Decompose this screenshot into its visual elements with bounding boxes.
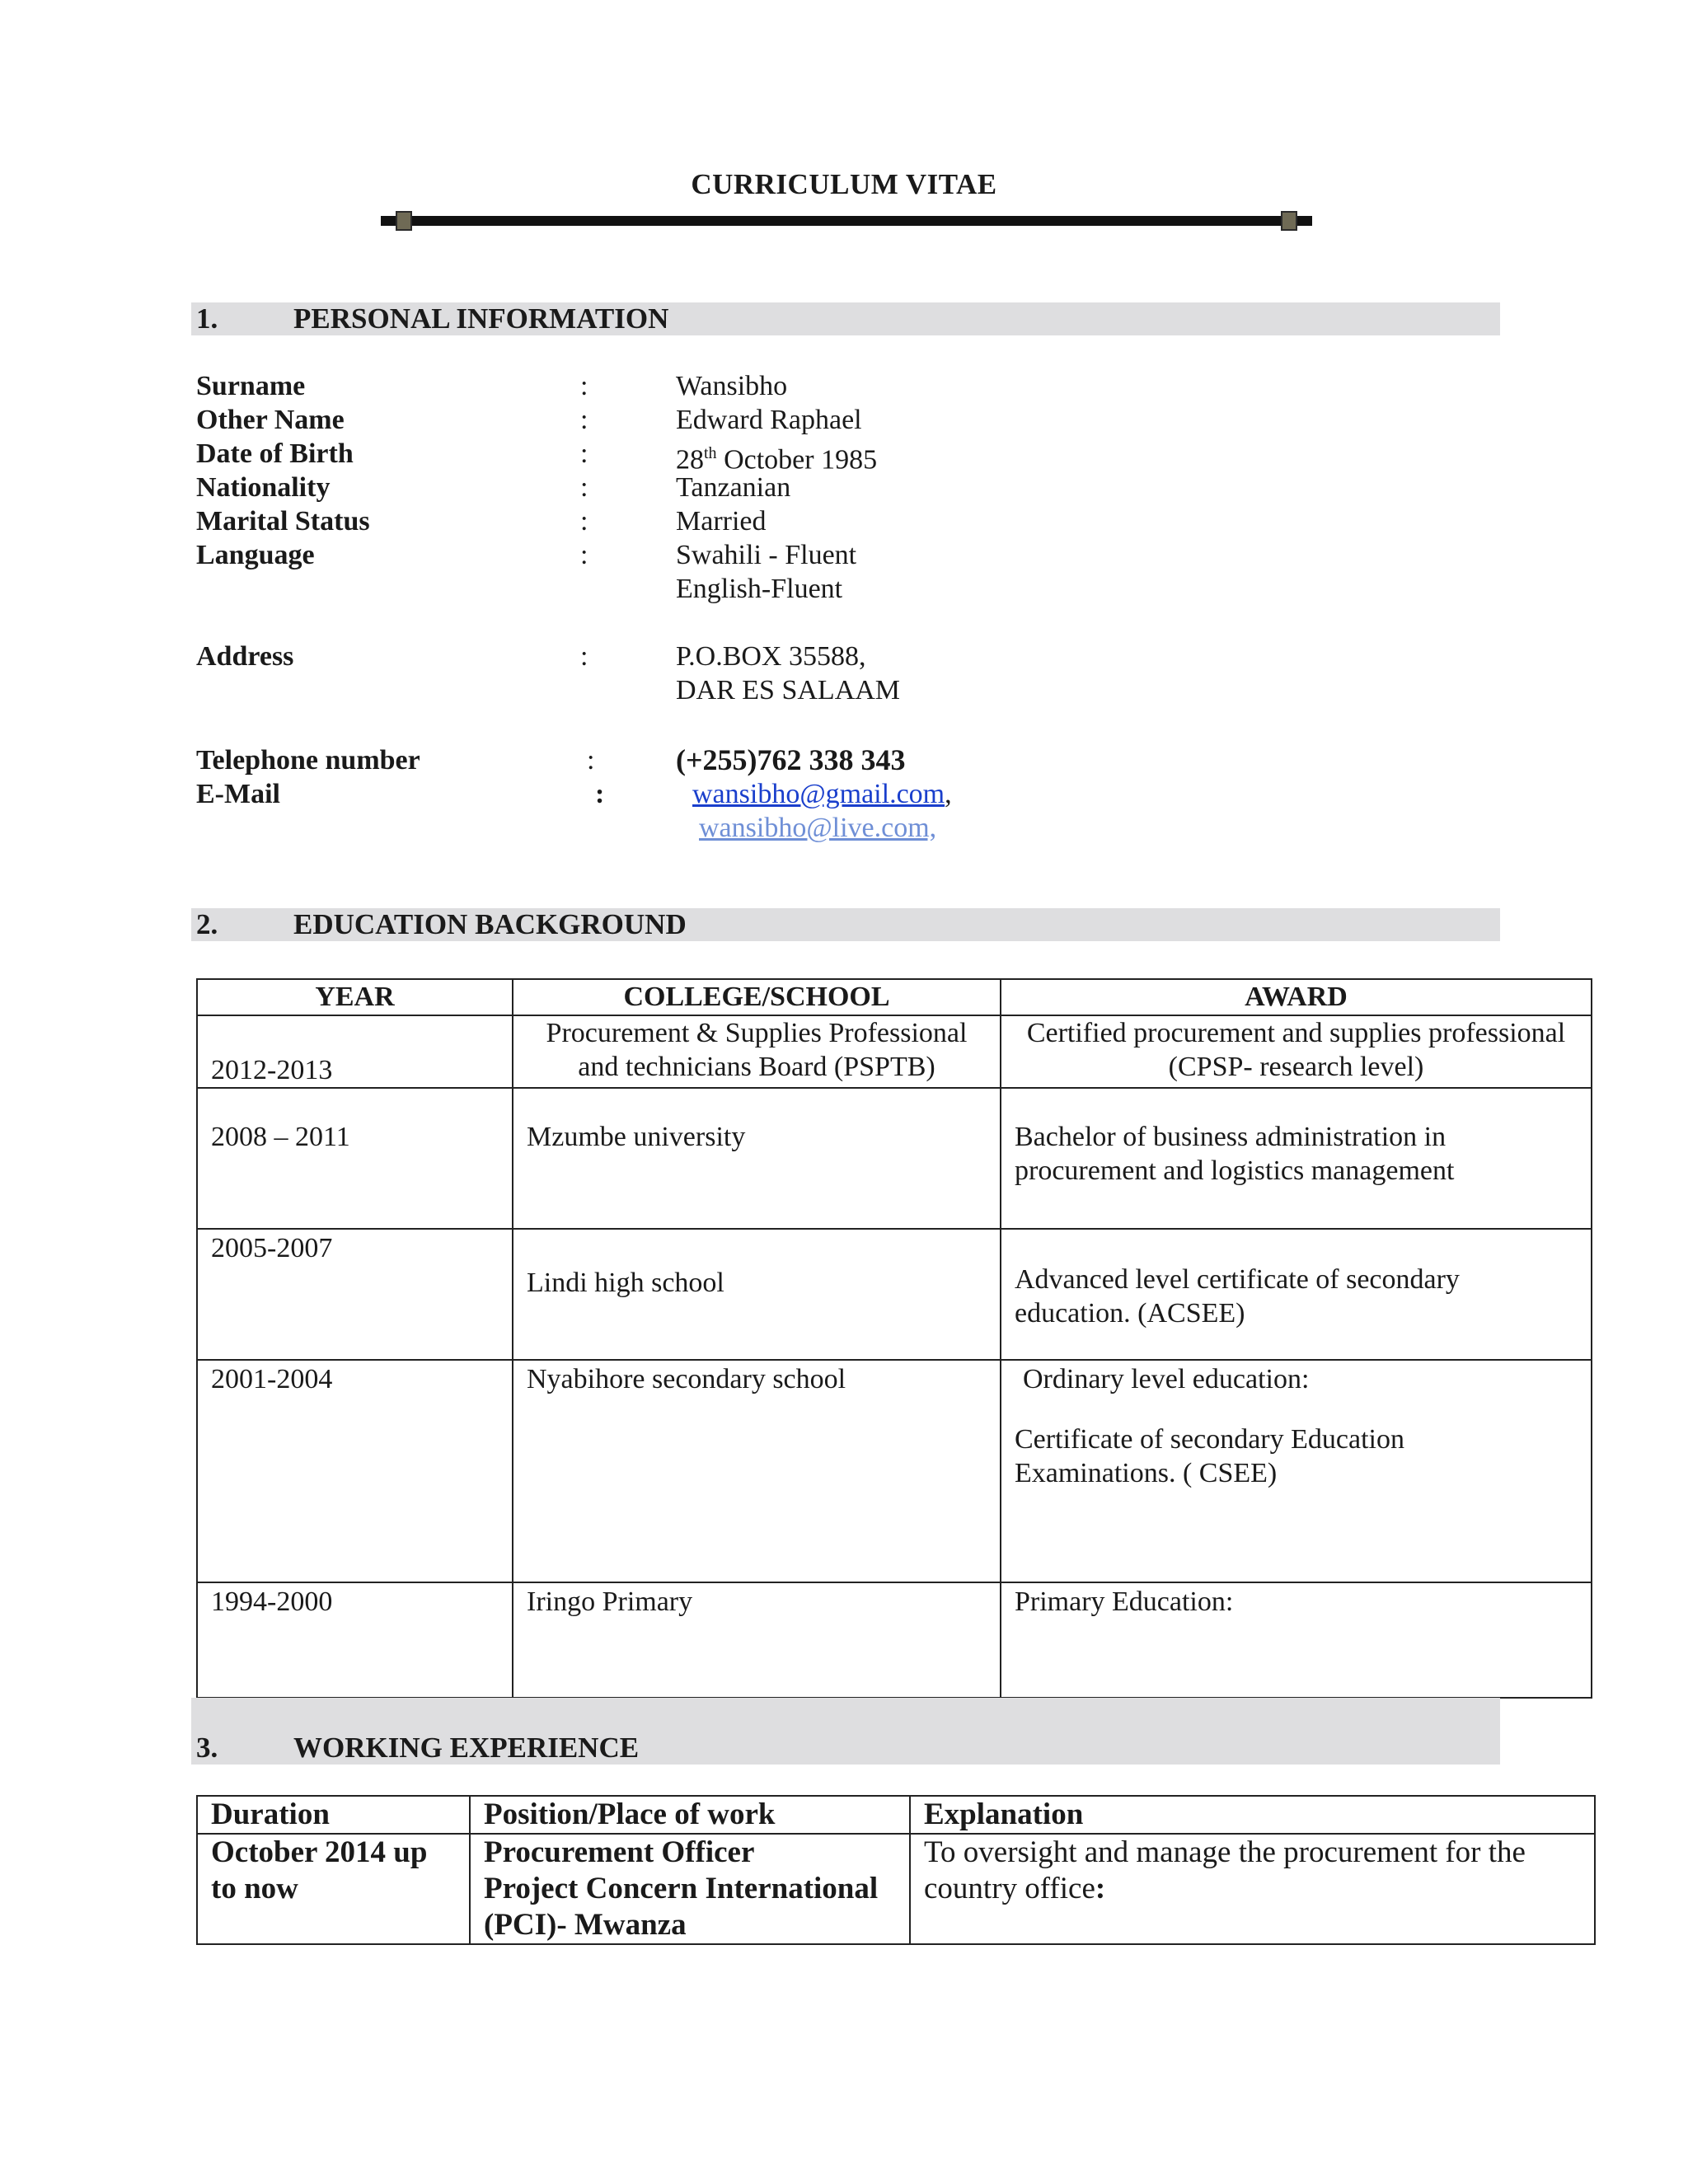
- award-cell: Certified procurement and supplies professional (CPSP- research level): [1001, 1015, 1592, 1088]
- header-award: AWARD: [1001, 979, 1592, 1015]
- colon: :: [580, 472, 588, 503]
- info-surname: [196, 369, 1432, 403]
- info-date-of-birth: [196, 437, 1432, 476]
- position-cell: Procurement Officer Project Concern International (PCI)- Mwanza: [470, 1834, 910, 1944]
- year-cell: 2008 – 2011: [197, 1088, 513, 1229]
- nationality-label: Nationality: [196, 472, 331, 503]
- section-title: EDUCATION BACKGROUND: [293, 908, 687, 940]
- table-row: [197, 1229, 1592, 1360]
- year-cell: 2012-2013: [197, 1015, 513, 1088]
- table-header-row: [197, 979, 1592, 1015]
- colon: :: [580, 405, 588, 435]
- section-number: 2.: [196, 908, 218, 940]
- email-link-live[interactable]: wansibho@live.com,: [699, 813, 937, 843]
- section-number: 1.: [196, 302, 218, 335]
- colon: :: [580, 540, 588, 570]
- dob-label: Date of Birth: [196, 438, 354, 469]
- school-cell: Procurement & Supplies Professional and technicians Board (PSPTB): [513, 1015, 1001, 1088]
- address-label: Address: [196, 641, 294, 672]
- info-other-name: [196, 403, 1432, 437]
- colon: :: [580, 438, 588, 469]
- award-cell: Ordinary level education: Certificate of secondary Education Examinations. ( CSEE): [1001, 1360, 1592, 1582]
- language-label: Language: [196, 540, 315, 570]
- surname-label: Surname: [196, 371, 306, 401]
- school-cell: Lindi high school: [513, 1229, 1001, 1360]
- section-number: 3.: [196, 1732, 218, 1764]
- award-cell: Advanced level certificate of secondary education. (ACSEE): [1001, 1229, 1592, 1360]
- info-language-2: [196, 572, 1432, 606]
- school-cell: Nyabihore secondary school: [513, 1360, 1001, 1582]
- surname-value: Wansibho: [676, 371, 788, 401]
- section-title: WORKING EXPERIENCE: [293, 1732, 640, 1764]
- header-explanation: Explanation: [910, 1796, 1595, 1834]
- award-cell: Primary Education:: [1001, 1582, 1592, 1698]
- email-label: E-Mail: [196, 779, 280, 809]
- address-line-2: DAR ES SALAAM: [676, 675, 901, 705]
- info-address: [196, 640, 1432, 673]
- award-cell: Bachelor of business administration in procurement and logistics management: [1001, 1088, 1592, 1229]
- table-row: [197, 1015, 1592, 1088]
- colon: :: [580, 506, 588, 537]
- info-email-2: [196, 811, 1432, 845]
- info-telephone: [196, 743, 1432, 777]
- info-marital-status: [196, 504, 1432, 538]
- info-language: [196, 538, 1432, 572]
- marital-value: Married: [676, 506, 767, 537]
- colon: :: [595, 779, 605, 809]
- header-year: YEAR: [197, 979, 513, 1015]
- email-value-1: wansibho@gmail.com,: [692, 779, 952, 809]
- year-cell: 2001-2004: [197, 1360, 513, 1582]
- marital-label: Marital Status: [196, 506, 370, 537]
- info-nationality: [196, 471, 1432, 504]
- year-cell: 2005-2007: [197, 1229, 513, 1360]
- colon: :: [580, 371, 588, 401]
- other-name-value: Edward Raphael: [676, 405, 862, 435]
- title-divider: [381, 211, 1312, 227]
- section-education-background: [191, 908, 1500, 941]
- document-title: CURRICULUM VITAE: [691, 168, 997, 200]
- dob-value: 28th October 1985: [676, 444, 878, 476]
- header-position: Position/Place of work: [470, 1796, 910, 1834]
- year-cell: 1994-2000: [197, 1582, 513, 1698]
- duration-cell: October 2014 up to now: [197, 1834, 470, 1944]
- table-header-row: [197, 1796, 1595, 1834]
- education-table: [196, 978, 1592, 1699]
- header-college-school: COLLEGE/SCHOOL: [513, 979, 1001, 1015]
- colon: :: [580, 641, 588, 672]
- school-cell: Mzumbe university: [513, 1088, 1001, 1229]
- address-line-1: P.O.BOX 35588,: [676, 641, 866, 672]
- header-duration: Duration: [197, 1796, 470, 1834]
- table-row: [197, 1360, 1592, 1582]
- work-experience-table: [196, 1795, 1596, 1945]
- telephone-value: (+255)762 338 343: [676, 743, 906, 776]
- table-row: [197, 1088, 1592, 1229]
- table-row: [197, 1582, 1592, 1698]
- explanation-cell: To oversight and manage the procurement for the country office:: [910, 1834, 1595, 1944]
- info-address-2: [196, 673, 1432, 707]
- section-working-experience: [191, 1698, 1500, 1765]
- section-title: PERSONAL INFORMATION: [293, 302, 669, 335]
- email-link-gmail[interactable]: wansibho@gmail.com: [692, 779, 945, 809]
- school-cell: Iringo Primary: [513, 1582, 1001, 1698]
- section-personal-information: [191, 302, 1500, 335]
- language-value-2: English-Fluent: [676, 574, 843, 604]
- table-row: [197, 1834, 1595, 1944]
- other-name-label: Other Name: [196, 405, 345, 435]
- info-email: [196, 777, 1432, 811]
- language-value-1: Swahili - Fluent: [676, 540, 857, 570]
- nationality-value: Tanzanian: [676, 472, 791, 503]
- telephone-label: Telephone number: [196, 745, 420, 776]
- colon: :: [587, 745, 595, 776]
